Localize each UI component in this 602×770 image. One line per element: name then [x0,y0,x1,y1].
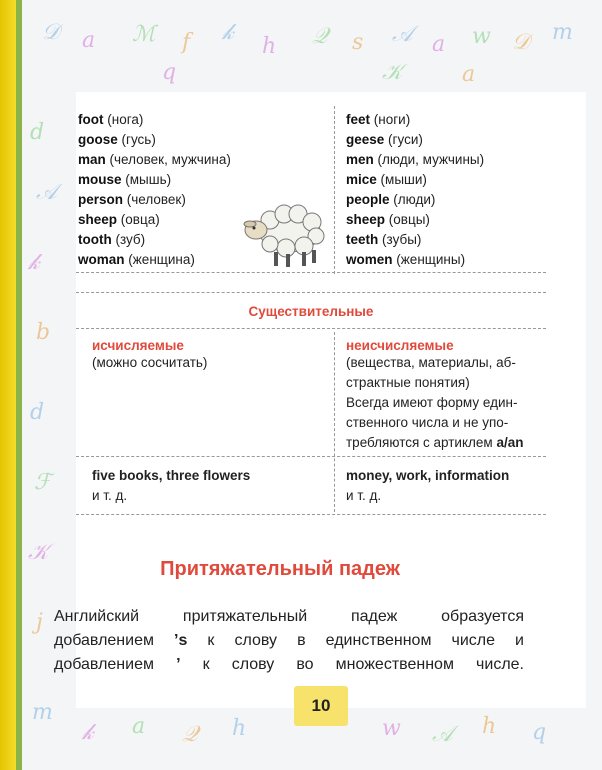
word-row: goose (гусь) [78,132,156,147]
table-divider [334,332,335,512]
uncountable-note-line: (вещества, материалы, аб- [346,355,516,370]
word-row: teeth (зубы) [346,232,422,247]
word-row: feet (ноги) [346,112,411,127]
word-row: person (человек) [78,192,186,207]
plural-column [346,110,576,270]
word-row: sheep (овца) [78,212,160,227]
word-row: man (человек, мужчина) [78,152,231,167]
paragraph-line: добавлением ’ к слову во множественном числе. [54,656,524,673]
uncountable-note-line: требляются с артиклем a/an [346,435,524,450]
uncountable-etc: и т. д. [346,488,382,503]
page-number: 10 [294,686,348,726]
paragraph-line: Английский притяжательный падеж образуется [54,608,524,625]
uncountable-note-line: Всегда имеют форму един- [346,395,518,410]
sheep-illustration [240,200,328,270]
countable-etc: и т. д. [92,488,128,503]
table-divider [334,106,335,274]
word-row: sheep (овцы) [346,212,430,227]
countable-label: исчисляемые [92,338,184,353]
table-divider [76,272,546,273]
word-row: foot (нога) [78,112,144,127]
word-row: mice (мыши) [346,172,427,187]
uncountable-example-cell [346,466,566,506]
uncountable-note-line: страктные понятия) [346,375,470,390]
word-row: tooth (зуб) [78,232,146,247]
word-row: men (люди, мужчины) [346,152,485,167]
word-row: women (женщины) [346,252,466,267]
book-spine-yellow [0,0,16,770]
section-title: Притяжательный падеж [160,558,400,580]
book-page: 𝒟 a ℳ f 𝓀 h 𝒬 s 𝒜 a w 𝒟 m q 𝒦 a d 𝒜 𝓀 b d ℱ 𝒦 j m 𝓀 a 𝒬 h w 𝒜 h q foot (нога) goose (гусь) man (человек, мужчина) mouse (мышь) person (человек) sheep (овца) tooth (зуб) woman (женщина) feet (ноги) geese (гуси) men (люди, мужчины) mice (мыши) people (люди) sheep (овцы) teeth (зубы) women (женщины) Существительные исчисляемые (можно сосчитать) неисчисляемые (вещества, материалы, аб- страктные понятия) Всегда имеют форму един- ственного числа и не упо- требляются с артиклем a/an five books, three flowers и т. д. money, work, information и т. д. Притяжательный падеж Английский притяжательный падеж образуется добавлением ’s к слову в единственном числе и добавлением ’ к слову во множественном числе. 10 [22,0,602,770]
table-divider [76,514,546,515]
paragraph-line: добавлением ’s к слову в единственном числе и [54,632,524,649]
countable-example: five books, three flowers [92,468,251,483]
word-row: woman (женщина) [78,252,195,267]
uncountable-cell [346,338,566,453]
table-divider [76,456,546,457]
countable-note: (можно сосчитать) [92,355,208,370]
word-row: geese (гуси) [346,132,423,147]
table-divider [76,292,546,293]
table-divider [76,328,546,329]
possessive-paragraph [54,605,524,677]
uncountable-example: money, work, information [346,468,510,483]
uncountable-note-line: ственного числа и не упо- [346,415,509,430]
word-row: mouse (мышь) [78,172,172,187]
word-row: people (люди) [346,192,436,207]
countable-example-cell [92,466,322,506]
uncountable-label: неисчисляемые [346,338,454,353]
countable-cell [92,338,322,373]
nouns-heading: Существительные [248,304,374,319]
